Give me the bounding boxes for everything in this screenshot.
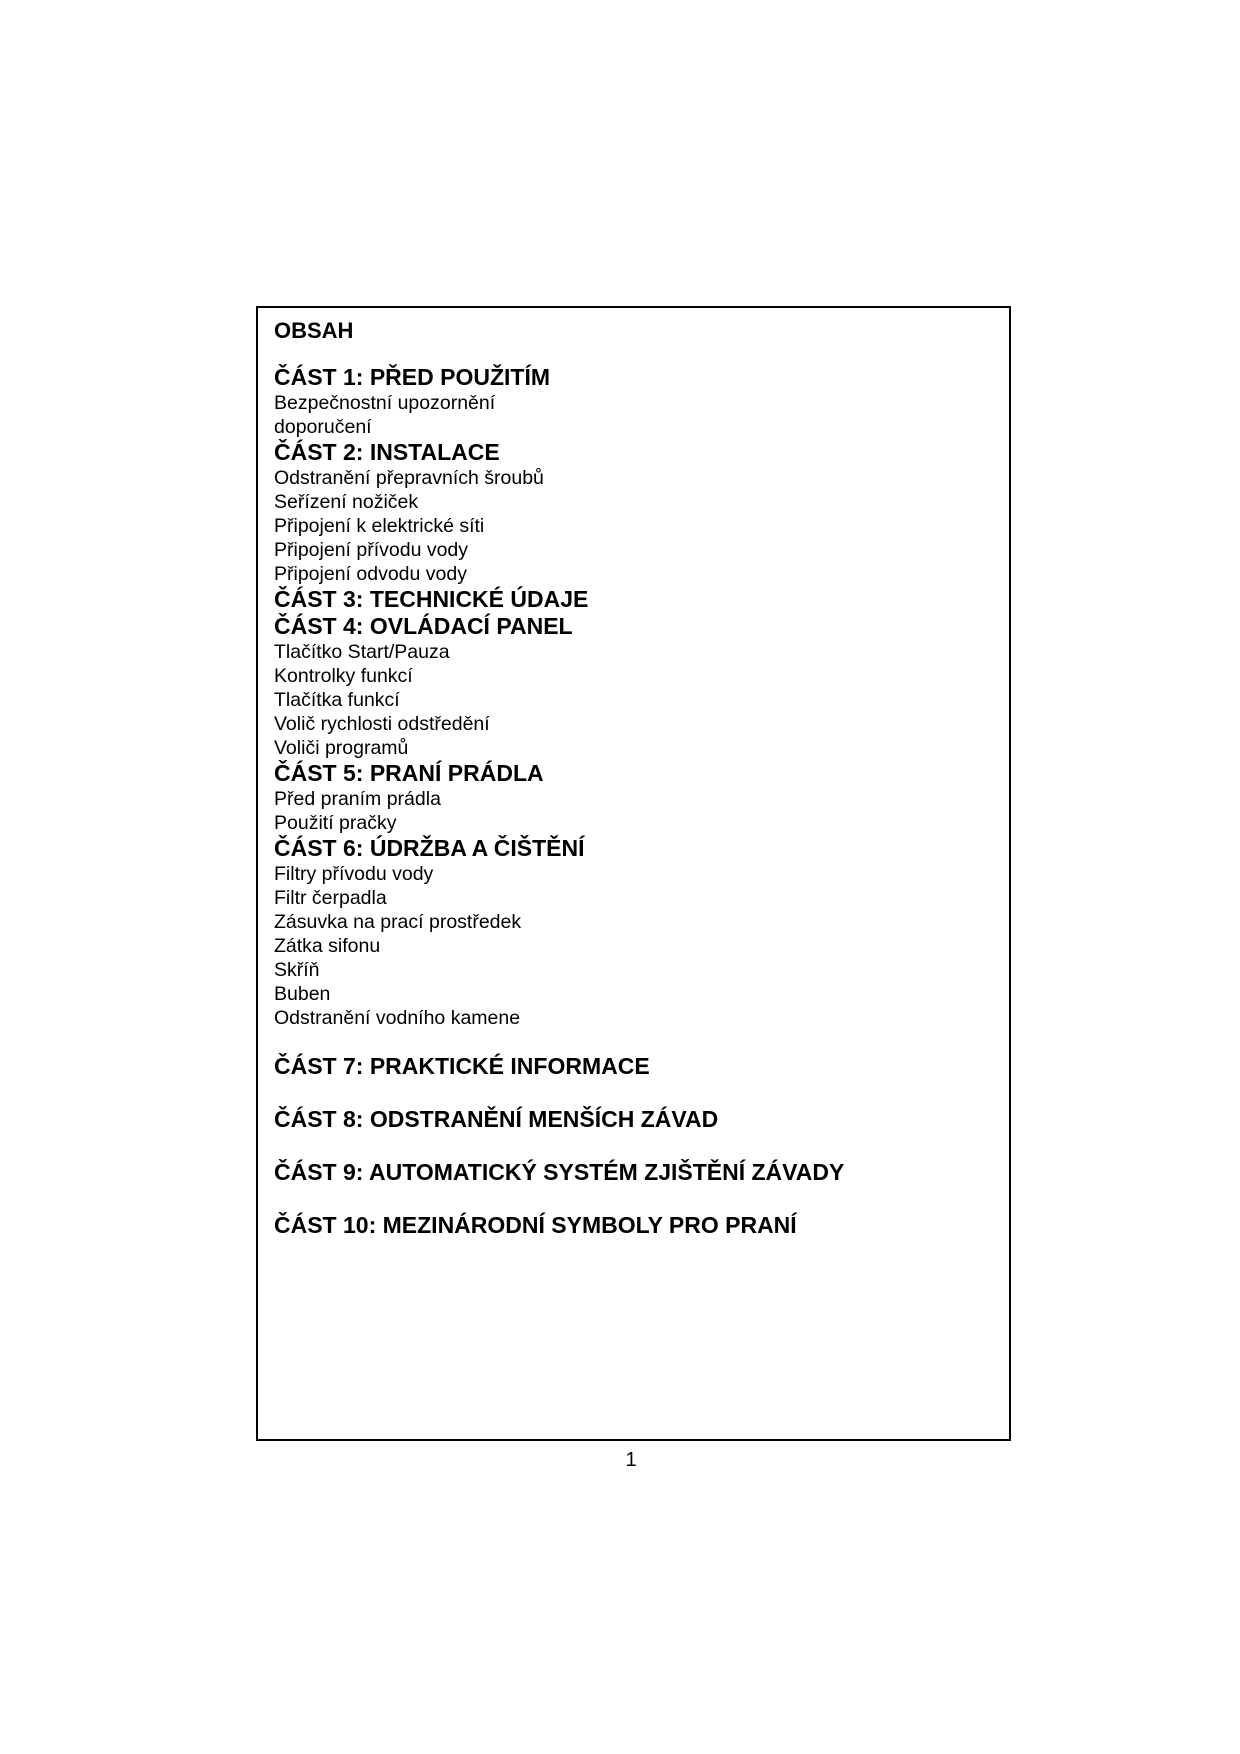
toc-entry: Volič rychlosti odstředění [274,713,490,735]
toc-entry: Skříň [274,959,320,981]
toc-section-heading: ČÁST 1: PŘED POUŽITÍM [274,364,551,390]
toc-section-heading: ČÁST 3: TECHNICKÉ ÚDAJE [274,586,589,612]
toc-entry: Odstranění přepravních šroubů [274,467,544,489]
toc-entry: Připojení přívodu vody [274,539,469,561]
toc-entry: Odstranění vodního kamene [274,1007,521,1029]
table-of-contents-box [256,306,1011,1441]
toc-entry: Tlačítko Start/Pauza [274,641,450,663]
toc-entry: Zátka sifonu [274,935,381,957]
toc-section-heading: ČÁST 5: PRANÍ PRÁDLA [274,760,544,786]
toc-entry: Před praním prádla [274,788,441,810]
toc-entry: Použití pračky [274,812,397,834]
toc-entry: Buben [274,983,331,1005]
toc-section-heading: ČÁST 10: MEZINÁRODNÍ SYMBOLY PRO PRANÍ [274,1212,797,1238]
toc-entry: Připojení k elektrické síti [274,515,485,537]
toc-entry: Připojení odvodu vody [274,563,467,585]
toc-entry: Filtr čerpadla [274,887,387,909]
toc-section-heading: ČÁST 4: OVLÁDACÍ PANEL [274,613,573,639]
toc-entry: doporučení [274,416,372,438]
toc-entry: Seřízení nožiček [274,491,419,513]
page-number: 1 [625,1449,637,1471]
toc-title: OBSAH [274,318,354,343]
toc-entry: Tlačítka funkcí [274,689,400,711]
toc-section-heading: ČÁST 6: ÚDRŽBA A ČIŠTĚNÍ [274,835,585,861]
toc-section-heading: ČÁST 9: AUTOMATICKÝ SYSTÉM ZJIŠTĚNÍ ZÁVADY [274,1159,845,1185]
toc-section-heading: ČÁST 2: INSTALACE [274,439,500,465]
toc-list [274,364,993,1239]
toc-entry: Kontrolky funkcí [274,665,413,687]
toc-entry: Bezpečnostní upozornění [274,392,496,414]
toc-entry: Voliči programů [274,737,409,759]
toc-entry: Filtry přívodu vody [274,863,434,885]
toc-section-heading: ČÁST 7: PRAKTICKÉ INFORMACE [274,1053,650,1079]
toc-entry: Zásuvka na prací prostředek [274,911,522,933]
toc-section-heading: ČÁST 8: ODSTRANĚNÍ MENŠÍCH ZÁVAD [274,1106,719,1132]
